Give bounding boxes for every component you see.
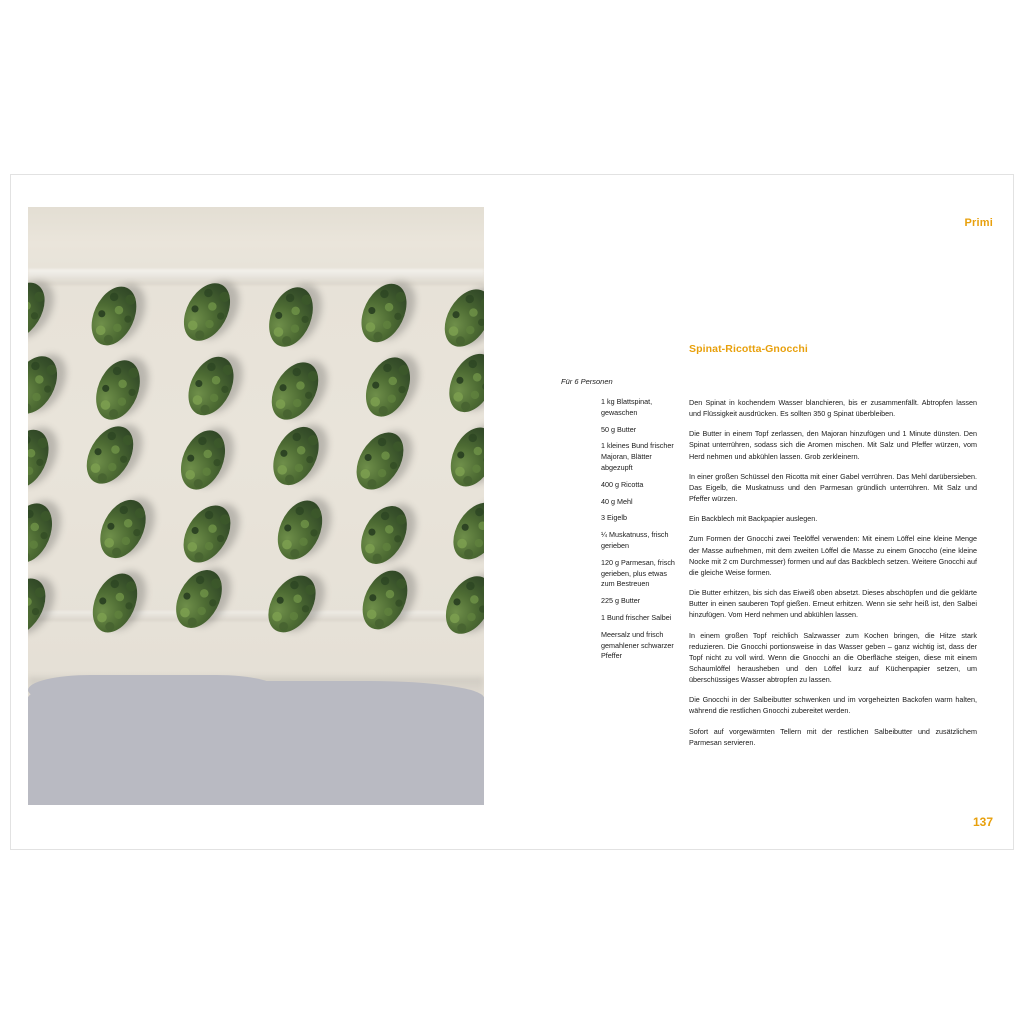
- gnocchi-piece: [91, 492, 155, 565]
- gnocchi-piece: [28, 422, 58, 495]
- recipe-title: Spinat-Ricotta-Gnocchi: [689, 343, 808, 355]
- gnocchi-piece: [269, 494, 331, 567]
- book-page-spread: [10, 174, 1014, 850]
- gnocchi-piece: [28, 348, 67, 422]
- preparation-steps: [689, 397, 977, 757]
- ingredient-item: 1 Bund frischer Salbei: [601, 612, 672, 622]
- ingredient-item: 120 g Parmesan, frisch gerieben, plus etwas zum Bestreuen: [601, 557, 675, 589]
- gnocchi-piece: [347, 424, 413, 498]
- preparation-step: Zum Formen der Gnocchi zwei Teelöffel verwenden: Mit einem Löffel eine kleine Menge der Masse aufnehmen, mit dem zweiten Löffel die Masse zu einem Gnoccho (eine kleine Nocke mit 2 cm Durchmesser) formen und auf das Backblech setzen. Weitere Gnocchi auf die gleiche Weise formen.: [689, 534, 977, 577]
- gnocchi-piece: [28, 570, 55, 644]
- gnocchi-piece: [354, 563, 416, 636]
- ingredient-item: 3 Eigelb: [601, 513, 627, 523]
- gnocchi-piece: [436, 568, 484, 642]
- ingredient-item: Meersalz und frisch gemahlener schwarzer Pfeffer: [601, 629, 674, 661]
- gnocchi-piece: [77, 418, 143, 492]
- gnocchi-piece: [444, 494, 484, 568]
- gnocchi-piece: [440, 346, 484, 419]
- serves-label: Für 6 Personen: [561, 377, 613, 386]
- page-number: 137: [972, 815, 993, 829]
- preparation-step: In einem großen Topf reichlich Salzwasser zum Kochen bringen, die Hitze stark reduzieren. Die Gnocchi portionsweise in das Wasser geben – ganz wichtig ist, dass der Topf nicht zu voll wird. Wenn die Gnocchi an die Oberfläche steigen, diese mit einem Schaumlöffel herausheben und den Löffel kurz auf Küchenpapier setzen, um überschüssiges Wasser abtropfen zu lassen.: [689, 630, 977, 685]
- ingredient-item: ¼ Muskatnuss, frisch gerieben: [601, 530, 669, 550]
- gnocchi-piece: [357, 351, 418, 424]
- gnocchi-piece: [262, 354, 328, 428]
- gnocchi-piece: [28, 497, 61, 570]
- table-surface: [28, 697, 484, 805]
- ingredient-item: 400 g Ricotta: [601, 479, 644, 489]
- section-label: Primi: [964, 217, 993, 229]
- paper-fold-line: [28, 269, 484, 285]
- ingredient-list: [601, 397, 679, 668]
- ingredient-item: 50 g Butter: [601, 424, 637, 434]
- preparation-step: Die Butter erhitzen, bis sich das Eiweiß oben absetzt. Dieses abschöpfen und die geklärte Butter in einen sauberen Topf gießen. Erneut erhitzen. Wenn sie sehr heiß ist, den Salbei hinzufügen. Vom Herd nehmen und abkühlen lassen.: [689, 588, 977, 620]
- ingredient-item: 1 kleines Bund frischer Majoran, Blätter abgezupft: [601, 441, 674, 472]
- preparation-step: Die Gnocchi in der Salbeibutter schwenken und im vorgeheizten Backofen warm halten, während die restlichen Gnocchi zubereitet werden.: [689, 695, 977, 716]
- preparation-step: In einer großen Schüssel den Ricotta mit einer Gabel verrühren. Das Mehl darübersieben. Das Eigelb, die Muskatnuss und den Parmesan gründlich unterrühren. Mit Salz und Pfeffer würzen.: [689, 471, 977, 504]
- gnocchi-piece: [179, 349, 242, 422]
- gnocchi-piece: [167, 562, 231, 636]
- gnocchi-piece: [352, 498, 416, 572]
- recipe-photo: [28, 207, 484, 805]
- preparation-step: Den Spinat in kochendem Wasser blanchieren, bis er zusammenfällt. Abtropfen lassen und Flüssigkeit ausdrücken. Es sollten 350 g Spinat überbleiben.: [689, 398, 977, 419]
- ingredient-item: 1 kg Blattspinat, gewaschen: [601, 397, 653, 417]
- preparation-step: Ein Backblech mit Backpapier auslegen.: [689, 514, 818, 524]
- gnocchi-piece: [442, 421, 484, 494]
- gnocchi-piece: [264, 419, 328, 492]
- gnocchi-piece: [88, 354, 148, 426]
- gnocchi-grid: [28, 295, 484, 655]
- preparation-step: Die Butter in einem Topf zerlassen, den Majoran hinzufügen und 1 Minute dünsten. Den Spinat unterrühren, sodass sich die Aromen mischen. Mit Salz und Pfeffer würzen, vom Herd nehmen und abkühlen lassen. Grob zerkleinern.: [689, 429, 977, 461]
- ingredient-item: 225 g Butter: [601, 596, 641, 606]
- preparation-step: Sofort auf vorgewärmten Tellern mit der restlichen Salbeibutter und zusätzlichem Parmesan servieren.: [689, 726, 977, 747]
- ingredient-item: 40 g Mehl: [601, 496, 633, 506]
- gnocchi-piece: [259, 567, 326, 641]
- gnocchi-piece: [172, 424, 233, 497]
- gnocchi-piece: [174, 497, 240, 571]
- gnocchi-piece: [84, 567, 146, 640]
